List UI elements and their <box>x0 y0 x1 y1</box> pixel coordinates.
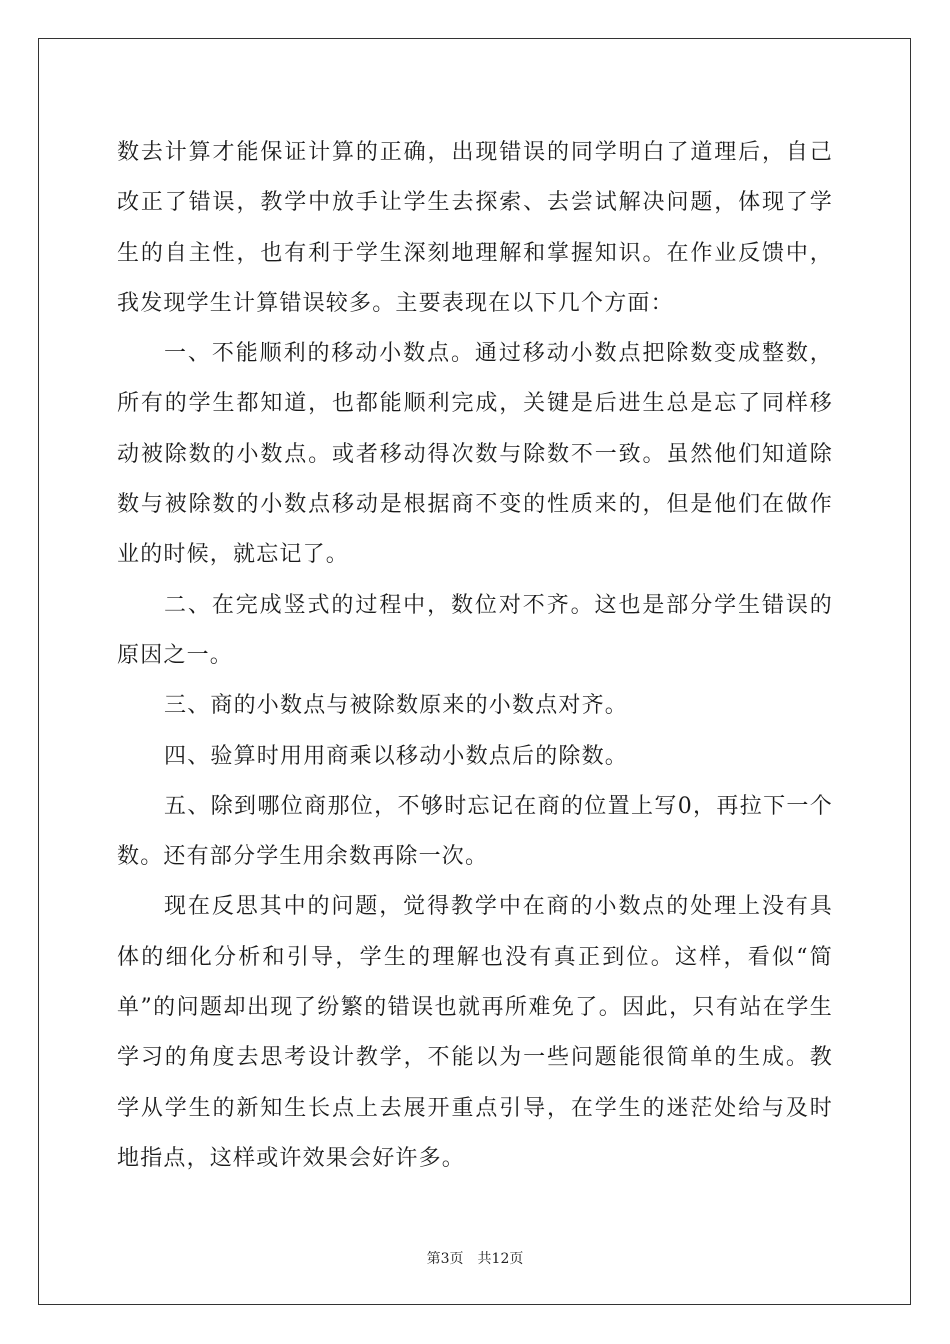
page-total: 共12页 <box>477 1251 524 1267</box>
document-body <box>117 128 833 1184</box>
paragraph-5: 四、验算时用用商乘以移动小数点后的除数。 <box>164 743 629 769</box>
paragraph-4: 三、商的小数点与被除数原来的小数点对齐。 <box>164 693 629 719</box>
paragraph-6: 五、除到哪位商那位，不够时忘记在商的位置上写0，再拉下一个数。还有部分学生用余数再除一次。 <box>117 793 833 870</box>
paragraph-3: 二、在完成竖式的过程中，数位对不齐。这也是部分学生错误的原因之一。 <box>117 592 833 668</box>
paragraph-1: 数去计算才能保证计算的正确，出现错误的同学明白了道理后，自己改正了错误，教学中放手让学生去探索、去尝试解决问题，体现了学生的自主性，也有利于学生深刻地理解和掌握知识。在作业反馈中，我发现学生计算错误较多。主要表现在以下几个方面： <box>117 140 833 316</box>
page-number: 第3页 <box>426 1251 464 1267</box>
paragraph-7: 现在反思其中的问题，觉得教学中在商的小数点的处理上没有具体的细化分析和引导，学生的理解也没有真正到位。这样，看似“简单”的问题却出现了纷繁的错误也就再所难免了。因此，只有站在学生学习的角度去思考设计教学，不能以为一些问题能很简单的生成。教学从学生的新知生长点上去展开重点引导，在学生的迷茫处给与及时地指点，这样或许效果会好许多。 <box>117 894 833 1171</box>
paragraph-2: 一、不能顺利的移动小数点。通过移动小数点把除数变成整数，所有的学生都知道，也都能顺利完成，关键是后进生总是忘了同样移动被除数的小数点。或者移动得次数与除数不一致。虽然他们知道除数与被除数的小数点移动是根据商不变的性质来的，但是他们在做作业的时候，就忘记了。 <box>117 341 833 568</box>
page-footer <box>0 1248 950 1268</box>
